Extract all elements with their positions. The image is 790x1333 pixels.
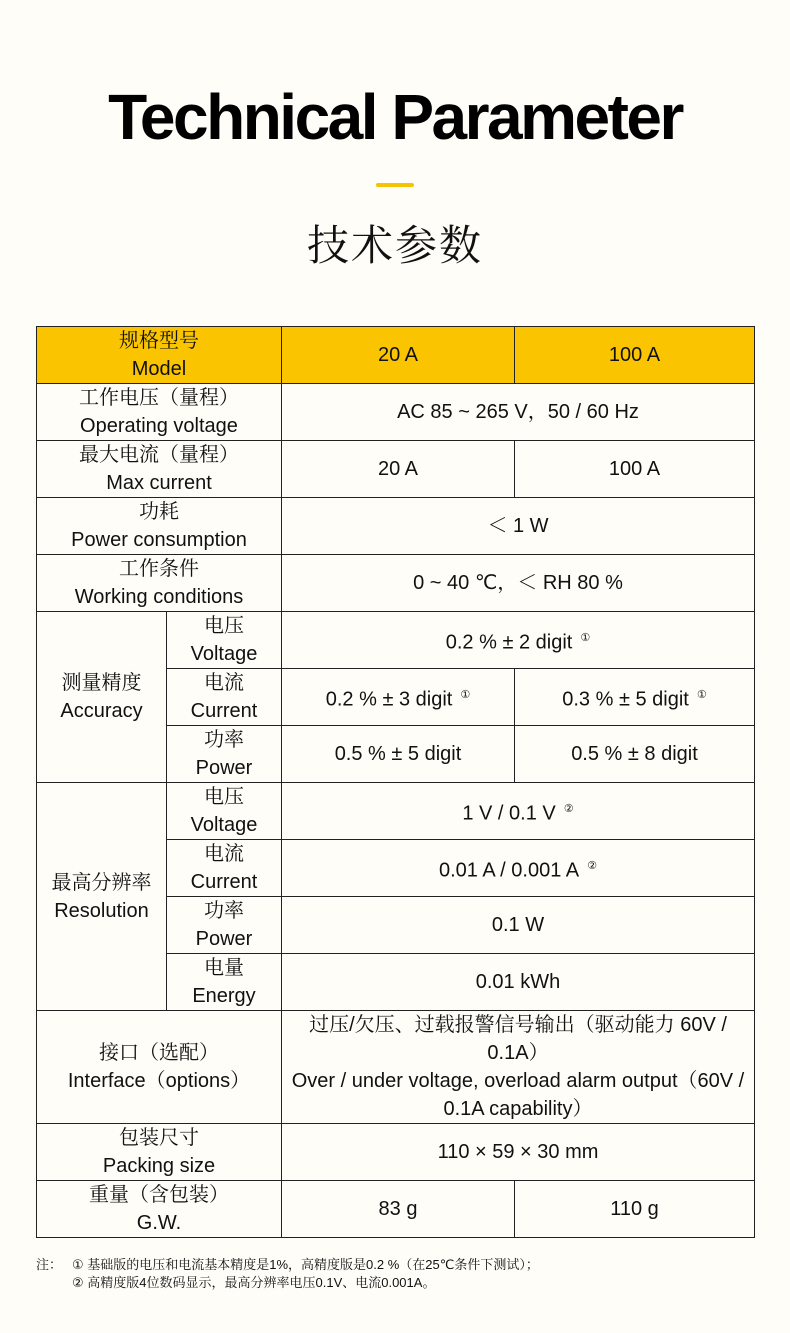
label-cell [37, 441, 282, 498]
label-en: Model [131, 358, 187, 380]
label-cn: 最大电流（量程） [79, 444, 239, 466]
label-en: Voltage [190, 814, 258, 836]
value-cell: 83 g [282, 1181, 515, 1238]
value-cell: 0 ~ 40 ℃，＜ RH 80 % [282, 555, 755, 612]
label-en: Accuracy [60, 700, 143, 722]
accent-divider [376, 183, 414, 187]
page-title: Technical Parameter [108, 81, 682, 153]
footnote-marker: ① [696, 688, 707, 701]
label-cell [37, 1011, 282, 1124]
label-cn: 接口（选配） [99, 1042, 219, 1064]
value-cell: 110 × 59 × 30 mm [282, 1124, 755, 1181]
value-cell: ＜ 1 W [282, 498, 755, 555]
label-cn: 电量 [204, 957, 244, 979]
value-cell: 0.5 % ± 5 digit [282, 726, 515, 783]
footnote-marker: ② [563, 802, 574, 815]
sub-label-cell [167, 612, 282, 669]
label-en: Current [190, 871, 258, 893]
value-cell: 0.1 W [282, 897, 755, 954]
value-cell [282, 1011, 755, 1124]
sub-label-cell [167, 669, 282, 726]
label-cn: 测量精度 [61, 672, 142, 694]
value-cell: 0.5 % ± 8 digit [515, 726, 755, 783]
group-label-resolution [37, 783, 167, 1011]
sub-label-cell [167, 954, 282, 1011]
table-row-max-current [37, 441, 755, 498]
label-en: Power [195, 928, 253, 950]
table-row-power-consumption [37, 498, 755, 555]
label-cn: 包装尺寸 [119, 1127, 199, 1149]
label-cn: 电流 [204, 843, 244, 865]
label-cn: 功率 [204, 900, 244, 922]
sub-label-cell [167, 840, 282, 897]
sub-label-cell [167, 726, 282, 783]
label-en: G.W. [136, 1212, 182, 1234]
table-row-interface [37, 1011, 755, 1124]
footnote-marker: ① [580, 631, 591, 644]
label-cell [37, 327, 282, 384]
label-en: Operating voltage [80, 415, 238, 437]
label-en: Voltage [190, 643, 258, 665]
label-cn: 电流 [204, 672, 244, 694]
group-label-accuracy [37, 612, 167, 783]
label-cn: 电压 [204, 615, 244, 637]
value-cell: 110 g [515, 1181, 755, 1238]
footnote-marker: ① [460, 688, 471, 701]
label-en: Power consumption [71, 529, 247, 551]
value-en: Over / under voltage, overload alarm output（60V / 0.1A capability） [291, 1070, 745, 1120]
label-cn: 电压 [204, 786, 244, 808]
label-en: Current [190, 700, 258, 722]
spec-table [36, 326, 755, 1238]
note-item: ② 高精度版4位数码显示，最高分辨率电压0.1V、电流0.001A。 [72, 1275, 436, 1290]
label-cell [37, 498, 282, 555]
label-cn: 规格型号 [119, 330, 199, 352]
value-text: 0.2 % ± 2 digit [445, 631, 573, 654]
label-en: Packing size [102, 1155, 216, 1177]
table-row-operating-voltage [37, 384, 755, 441]
label-cell [37, 1124, 282, 1181]
value-cell [515, 669, 755, 726]
value-text: 0.2 % ± 3 digit [325, 688, 453, 711]
label-cell [37, 555, 282, 612]
label-cn: 功耗 [139, 501, 179, 523]
sub-label-cell [167, 897, 282, 954]
value-cell: 100 A [515, 441, 755, 498]
label-cn: 工作条件 [119, 558, 199, 580]
value-text: 1 V / 0.1 V [462, 802, 556, 825]
table-row-gross-weight [37, 1181, 755, 1238]
value-cell: 20 A [282, 327, 515, 384]
footnotes [36, 1256, 539, 1292]
label-en: Resolution [54, 899, 149, 922]
value-text: 0.01 A / 0.001 A [438, 859, 580, 882]
label-cell [37, 384, 282, 441]
label-en: Interface（options） [67, 1070, 251, 1092]
label-en: Power [195, 757, 253, 779]
notes-label: 注： [36, 1257, 63, 1272]
sub-label-cell [167, 783, 282, 840]
page-subtitle: 技术参数 [306, 222, 483, 269]
table-row-model [37, 327, 755, 384]
label-cn: 重量（含包装） [89, 1184, 229, 1206]
footnote-marker: ② [587, 859, 597, 872]
table-row-packing-size [37, 1124, 755, 1181]
value-cell: 100 A [515, 327, 755, 384]
value-cell: 0.01 kWh [282, 954, 755, 1011]
table-row-accuracy-voltage [37, 612, 755, 669]
label-cn: 工作电压（量程） [79, 387, 239, 409]
table-row-resolution-voltage [37, 783, 755, 840]
value-cell [282, 783, 755, 840]
value-cell: 20 A [282, 441, 515, 498]
label-cell [37, 1181, 282, 1238]
value-cell [282, 669, 515, 726]
value-text: 0.3 % ± 5 digit [562, 688, 689, 711]
table-row-working-conditions [37, 555, 755, 612]
label-en: Max current [106, 472, 212, 494]
value-cell [282, 612, 755, 669]
label-cn: 功率 [204, 729, 244, 751]
value-cell [282, 840, 755, 897]
label-en: Energy [192, 985, 256, 1007]
value-cell: AC 85 ~ 265 V，50 / 60 Hz [282, 384, 755, 441]
label-en: Working conditions [74, 586, 244, 608]
value-cn: 过压/欠压、过载报警信号输出（驱动能力 60V / 0.1A） [309, 1014, 727, 1064]
label-cn: 最高分辨率 [51, 871, 152, 894]
note-item: ① 基础版的电压和电流基本精度是1%，高精度版是0.2 %（在25℃条件下测试）； [72, 1257, 539, 1272]
